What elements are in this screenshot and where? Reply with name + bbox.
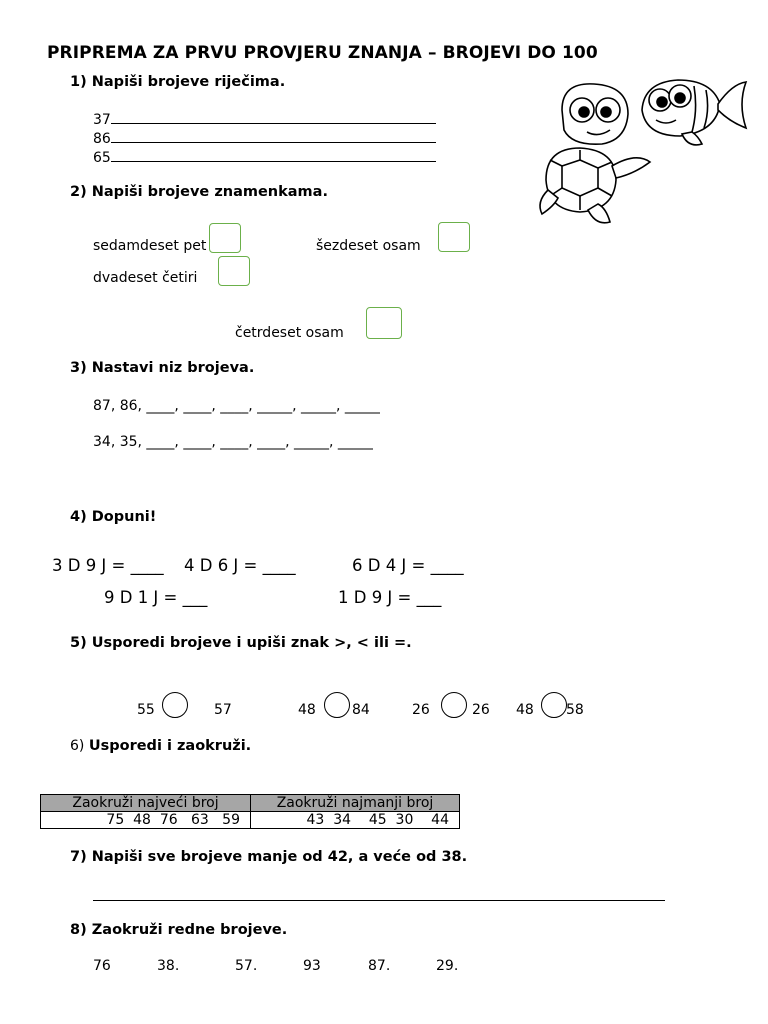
- ordinal-candidate[interactable]: 29.: [436, 958, 459, 974]
- turtle-fish-illustration: [532, 70, 742, 230]
- q2-item-text: šezdeset osam: [316, 238, 421, 254]
- q2-item-text: sedamdeset pet: [93, 238, 207, 254]
- question-1-heading: 1) Napiši brojeve riječima.: [70, 74, 286, 90]
- tens-units-item[interactable]: 3 D 9 J = ____: [52, 556, 164, 575]
- question-6-heading: [70, 738, 251, 754]
- ordinal-candidate[interactable]: 87.: [368, 958, 391, 974]
- q1-number: 37: [93, 112, 111, 128]
- compare-number: 58: [566, 702, 584, 718]
- answer-box[interactable]: [366, 307, 402, 339]
- answer-line[interactable]: [111, 130, 436, 143]
- tens-units-item[interactable]: 6 D 4 J = ____: [352, 556, 464, 575]
- ordinal-candidate[interactable]: 57.: [235, 958, 258, 974]
- compare-circle[interactable]: [162, 692, 188, 718]
- compare-circle[interactable]: [541, 692, 567, 718]
- table-cell-smallest[interactable]: 43 34 45 30 44: [251, 812, 460, 829]
- answer-box[interactable]: [209, 223, 241, 253]
- answer-box[interactable]: [438, 222, 470, 252]
- q1-number: 86: [93, 131, 111, 147]
- ordinal-candidate[interactable]: 93: [303, 958, 321, 974]
- compare-number: 84: [352, 702, 370, 718]
- ordinal-candidate[interactable]: 76: [93, 958, 111, 974]
- q1-row: [93, 149, 436, 166]
- question-7-heading: 7) Napiši sve brojeve manje od 42, a veće od 38.: [70, 849, 468, 865]
- tens-units-item[interactable]: 1 D 9 J = ___: [338, 588, 442, 607]
- question-4-heading: 4) Dopuni!: [70, 509, 157, 525]
- question-2-heading: 2) Napiši brojeve znamenkama.: [70, 184, 328, 200]
- answer-line[interactable]: [111, 149, 436, 162]
- compare-circle[interactable]: [324, 692, 350, 718]
- page-title: PRIPREMA ZA PRVU PROVJERU ZNANJA – BROJEVI DO 100: [47, 43, 598, 63]
- answer-line[interactable]: [93, 900, 665, 901]
- fish-icon: [632, 70, 752, 150]
- sequence-row[interactable]: 87, 86, ____, ____, ____, _____, _____, _____: [93, 398, 380, 414]
- ordinal-candidate[interactable]: 38.: [157, 958, 180, 974]
- sequence-row[interactable]: 34, 35, ____, ____, ____, ____, _____, _____: [93, 434, 373, 450]
- question-6-number: 6): [70, 738, 85, 754]
- question-5-heading: 5) Usporedi brojeve i upiši znak >, < ili =.: [70, 635, 412, 651]
- q1-row: [93, 111, 436, 128]
- compare-number: 26: [412, 702, 430, 718]
- compare-table: [40, 794, 460, 829]
- compare-number: 26: [472, 702, 490, 718]
- compare-number: 48: [516, 702, 534, 718]
- question-8-heading: 8) Zaokruži redne brojeve.: [70, 922, 288, 938]
- q2-item-text: četrdeset osam: [235, 325, 344, 341]
- question-6-text: Usporedi i zaokruži.: [88, 738, 252, 754]
- q2-item-text: dvadeset četiri: [93, 270, 198, 286]
- compare-number: 48: [298, 702, 316, 718]
- tens-units-item[interactable]: 4 D 6 J = ____: [184, 556, 296, 575]
- q1-row: [93, 130, 436, 147]
- tens-units-item[interactable]: 9 D 1 J = ___: [104, 588, 208, 607]
- question-3-heading: 3) Nastavi niz brojeva.: [70, 360, 255, 376]
- table-cell-largest[interactable]: 75 48 76 63 59: [41, 812, 251, 829]
- compare-number: 55: [137, 702, 155, 718]
- q1-number: 65: [93, 150, 111, 166]
- answer-box[interactable]: [218, 256, 250, 286]
- compare-number: 57: [214, 702, 232, 718]
- table-header-smallest: Zaokruži najmanji broj: [251, 795, 460, 812]
- compare-circle[interactable]: [441, 692, 467, 718]
- answer-line[interactable]: [111, 111, 436, 124]
- table-header-largest: Zaokruži najveći broj: [41, 795, 251, 812]
